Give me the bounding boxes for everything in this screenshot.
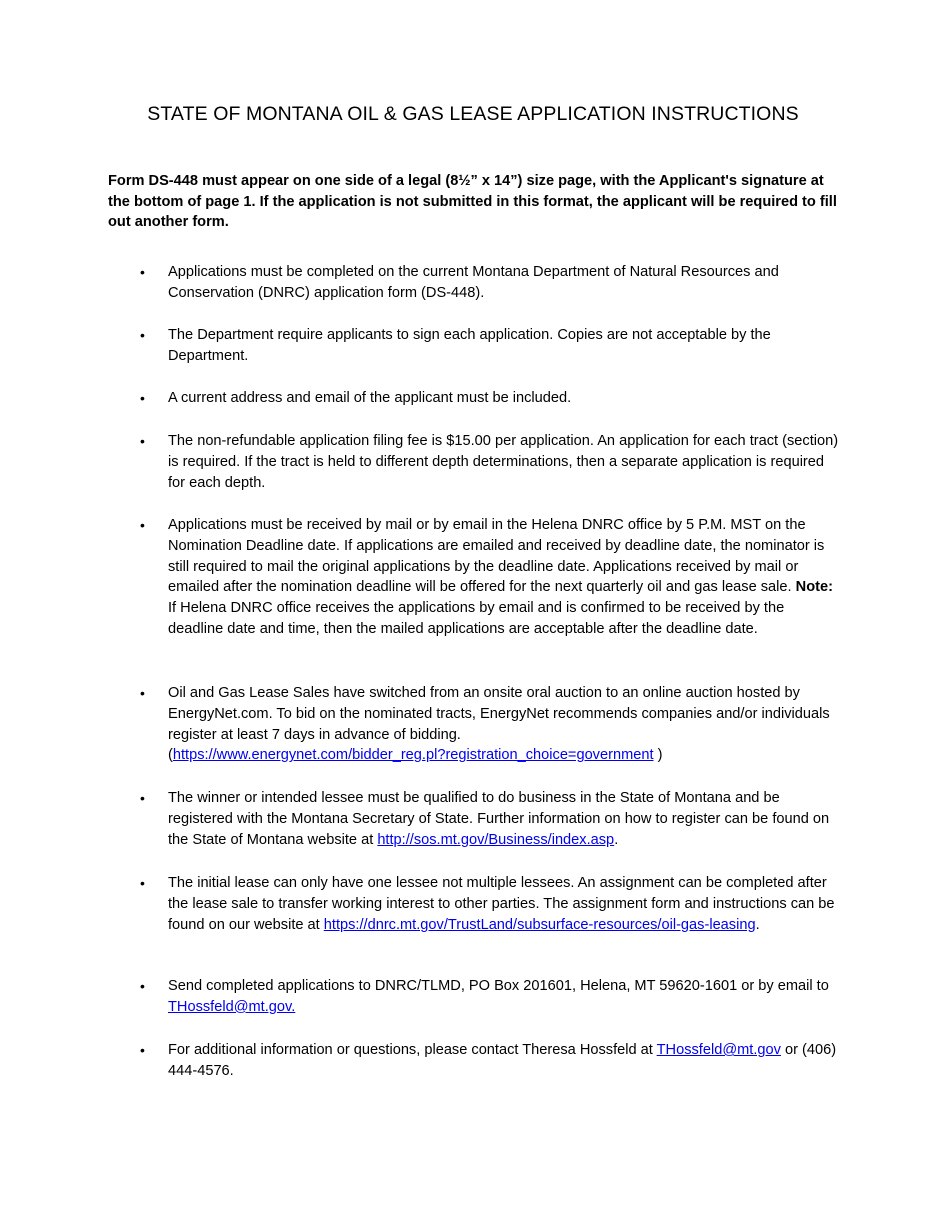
bullet-icon: • (140, 327, 145, 343)
list-item-text (168, 1040, 840, 1082)
list-item (140, 388, 840, 409)
contact-email-link[interactable]: THossfeld@mt.gov (656, 1042, 781, 1058)
bullet-icon: • (140, 978, 145, 994)
qualification-text: The winner or intended lessee must be qualified to do business in the State of Montana and be registered with the Montana Secretary of State. Further information on how to register can be found on the State of Montana website at (168, 790, 830, 848)
dnrc-oil-gas-leasing-link[interactable]: https://dnrc.mt.gov/TrustLand/subsurface-resources/oil-gas-leasing (323, 916, 756, 933)
contact-phone-text: or (406) 444-4576. (168, 1042, 837, 1079)
bullet-icon: • (140, 1042, 145, 1058)
trailing-punct: . (755, 916, 760, 933)
energynet-text: Oil and Gas Lease Sales have switched from an onsite oral auction to an online auction hosted by EnergyNet.com. To bid on the nominated tracts, EnergyNet recommends companies and/or individuals register at least 7 days in advance of bidding. (168, 685, 830, 743)
contact-text: For additional information or questions, please contact Theresa Hossfeld at (168, 1042, 657, 1058)
list-item (140, 1040, 840, 1082)
lessee-text: The initial lease can only have one lessee not multiple lessees. An assignment can be completed after the lease sale to transfer working interest to other parties. The assignment form and instructions can be found on our website at (168, 875, 835, 933)
deadline-text: Applications must be received by mail or by email in the Helena DNRC office by 5 P.M. MST on the Nomination Deadline date. If applications are emailed and received by deadline date, the nominator is still required to mail the original applications by the deadline date. Applications received by mail or emailed after the nomination deadline will be offered for the next quarterly oil and gas lease sale. (168, 517, 825, 596)
bullet-icon: • (140, 875, 145, 891)
bullet-icon: • (140, 264, 145, 280)
bullet-icon: • (140, 790, 145, 806)
list-item (140, 788, 840, 850)
list-item-text (168, 683, 840, 766)
sos-business-link[interactable]: http://sos.mt.gov/Business/index.asp (377, 831, 615, 848)
paren-close: ) (653, 747, 663, 764)
list-item-text: Applications must be completed on the current Montana Department of Natural Resources and Conservation (DNRC) application form (DS-448). (168, 264, 779, 301)
list-item-text (168, 873, 840, 935)
list-item (140, 683, 840, 766)
bullet-icon: • (140, 685, 145, 701)
list-item-text (168, 788, 840, 850)
intro-paragraph: Form DS-448 must appear on one side of a legal (8½” x 14”) size page, with the Applicant's signature at the bottom of page 1. If the application is not submitted in this format, the applicant will be required to fill out another form. (108, 173, 837, 230)
list-item (140, 976, 840, 1018)
trailing-punct: . (614, 831, 619, 848)
bullet-icon: • (140, 433, 145, 449)
note-text: If Helena DNRC office receives the applications by email and is confirmed to be received by the deadline date and time, then the mailed applications are acceptable after the deadline date. (168, 600, 785, 637)
list-item (140, 262, 840, 304)
energynet-registration-link[interactable]: https://www.energynet.com/bidder_reg.pl?registration_choice=government (172, 747, 654, 764)
mailing-text: Send completed applications to DNRC/TLMD, PO Box 201601, Helena, MT 59620-1601 or by email to (168, 978, 829, 994)
bullet-icon: • (140, 517, 145, 533)
paren-open: ( (168, 747, 173, 764)
list-item-text: A current address and email of the applicant must be included. (168, 390, 572, 406)
list-item (140, 873, 840, 935)
list-item-text: The non-refundable application filing fee is $15.00 per application. An application for each tract (section) is required. If the tract is held to different depth determinations, then a separate application is required for each depth. (168, 433, 839, 491)
list-item (140, 325, 840, 367)
list-item-text: The Department require applicants to sign each application. Copies are not acceptable by the Department. (168, 327, 771, 364)
list-item (140, 515, 840, 640)
list-item (140, 431, 840, 493)
page-title: STATE OF MONTANA OIL & GAS LEASE APPLICATION INSTRUCTIONS (147, 103, 799, 125)
list-item-text (168, 515, 840, 640)
email-link[interactable]: THossfeld@mt.gov. (168, 998, 296, 1015)
list-item-text (168, 976, 840, 1018)
bullet-icon: • (140, 390, 145, 406)
note-label: Note: (795, 579, 833, 596)
